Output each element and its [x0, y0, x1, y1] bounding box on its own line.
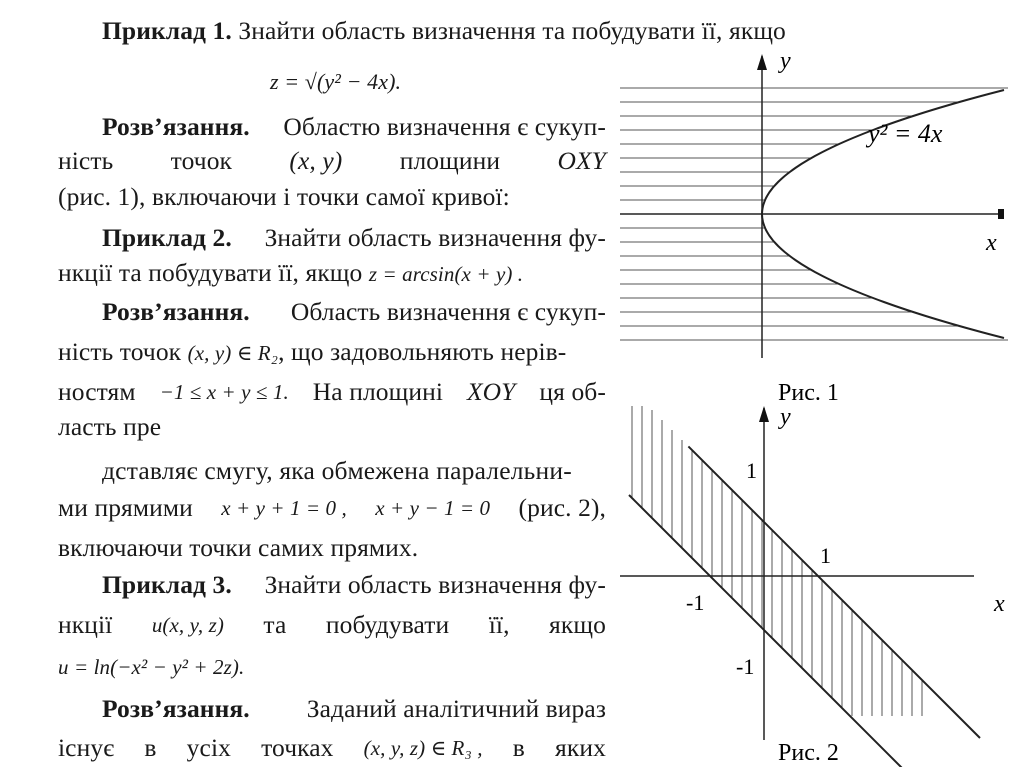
word: точок — [170, 146, 233, 175]
word: та — [263, 610, 287, 639]
formula-uxyz: u(x, y, z) — [151, 613, 224, 637]
word: її, — [488, 610, 510, 639]
formula-line-1: x + y + 1 = 0 , — [221, 496, 347, 520]
solution-2-line-2 — [58, 337, 606, 368]
text: (рис. 2), — [518, 493, 606, 522]
example-3-line-2 — [58, 610, 606, 640]
example-3-text-1: Знайти область визначення фу- — [264, 570, 606, 599]
text: ність точок — [58, 337, 182, 366]
word: існує — [58, 733, 115, 762]
figure-2-hatching — [632, 406, 922, 716]
word: побудувати — [325, 610, 450, 639]
figure-2-y-label: y — [780, 404, 791, 430]
solution-1-label: Розв’язання. — [102, 112, 250, 141]
figure-1-caption: Рис. 1 — [778, 380, 839, 406]
formula-xoy: XOY — [466, 377, 516, 406]
formula-oxy: OXY — [557, 146, 606, 175]
figure-1-y-label: y — [780, 48, 791, 74]
formula-xy-in-r2: (x, y) ∈ R₂ — [187, 341, 279, 365]
word: в — [512, 733, 525, 762]
solution-3-label: Розв’язання. — [102, 694, 250, 723]
word: ність — [58, 146, 114, 175]
solution-2-line-3 — [58, 377, 606, 407]
example-2-formula: z = arcsin(x + y) . — [368, 262, 524, 286]
solution-1-text-1: Областю визначення є сукуп- — [283, 112, 606, 141]
figure-2-tick-x-pos: 1 — [820, 543, 831, 568]
example-3-line-1 — [102, 570, 606, 600]
solution-2-line-5: дставляє смугу, яка обмежена паралельни- — [102, 456, 572, 485]
solution-2-line-6 — [58, 493, 606, 523]
text: , що задовольняють нерів- — [278, 337, 567, 366]
word: нкції — [58, 610, 113, 639]
solution-2-line-7: включаючи точки самих прямих. — [58, 533, 419, 562]
figure-1-x-label: x — [986, 230, 997, 256]
example-3-formula: u = ln(−x² − y² + 2z). — [58, 655, 245, 679]
figure-2-tick-x-neg: -1 — [686, 590, 705, 615]
figure-1-parabola — [610, 48, 1024, 408]
figure-2-y-arrow — [759, 406, 769, 422]
formula-inequality: −1 ≤ x + y ≤ 1. — [159, 380, 289, 404]
solution-2-label: Розв’язання. — [102, 297, 250, 326]
solution-2-line-1 — [102, 297, 606, 327]
text: ностям — [58, 377, 136, 406]
word: якщо — [549, 610, 606, 639]
solution-1-line-2 — [58, 146, 606, 176]
example-1-formula: z = √(y² − 4x). — [270, 69, 402, 94]
figure-2-caption: Рис. 2 — [778, 740, 839, 766]
example-1-text: Знайти область визначення та побудувати її, якщо — [238, 16, 786, 45]
solution-2-text-1: Область визначення є сукуп- — [290, 297, 606, 326]
figure-2-x-label: x — [994, 591, 1005, 617]
text: ми прямими — [58, 493, 193, 522]
example-2-text-2: нкції та побудувати її, якщо — [58, 258, 363, 287]
example-2-line-2 — [58, 258, 606, 289]
solution-2-line-4: ласть пре — [58, 412, 162, 441]
example-1-title: Приклад 1. — [102, 16, 232, 45]
formula-xyz-in-r3: (x, y, z) ∈ R₃ , — [363, 736, 483, 760]
text: На площині — [312, 377, 444, 406]
text: ця об- — [539, 377, 606, 406]
example-1-line — [102, 16, 822, 46]
solution-3-text-1: Заданий аналітичний вираз — [306, 694, 606, 723]
solution-3-line-2 — [58, 733, 606, 763]
figure-1-x-arrow — [998, 209, 1004, 219]
example-2-title: Приклад 2. — [102, 223, 232, 252]
formula-line-2: x + y − 1 = 0 — [375, 496, 491, 520]
figure-2-tick-y-pos: 1 — [746, 458, 757, 483]
word: яких — [555, 733, 606, 762]
word: усіх — [186, 733, 231, 762]
solution-3-line-1 — [102, 694, 606, 724]
figure-2-tick-y-neg: -1 — [736, 654, 755, 679]
figure-1-curve-label: y² = 4x — [868, 119, 943, 148]
word: в — [144, 733, 157, 762]
example-3-title: Приклад 3. — [102, 570, 232, 599]
example-2-text-1: Знайти область визначення фу- — [264, 223, 606, 252]
word: точках — [261, 733, 334, 762]
figure-2-strip — [610, 398, 1024, 767]
formula-xy: (x, y) — [289, 146, 343, 175]
solution-1-line-3: (рис. 1), включаючи і точки самої кривої: — [58, 182, 510, 211]
solution-1-line-1 — [102, 112, 606, 142]
example-2-line-1 — [102, 223, 606, 253]
figure-1-y-arrow — [757, 54, 767, 70]
word: площини — [399, 146, 501, 175]
